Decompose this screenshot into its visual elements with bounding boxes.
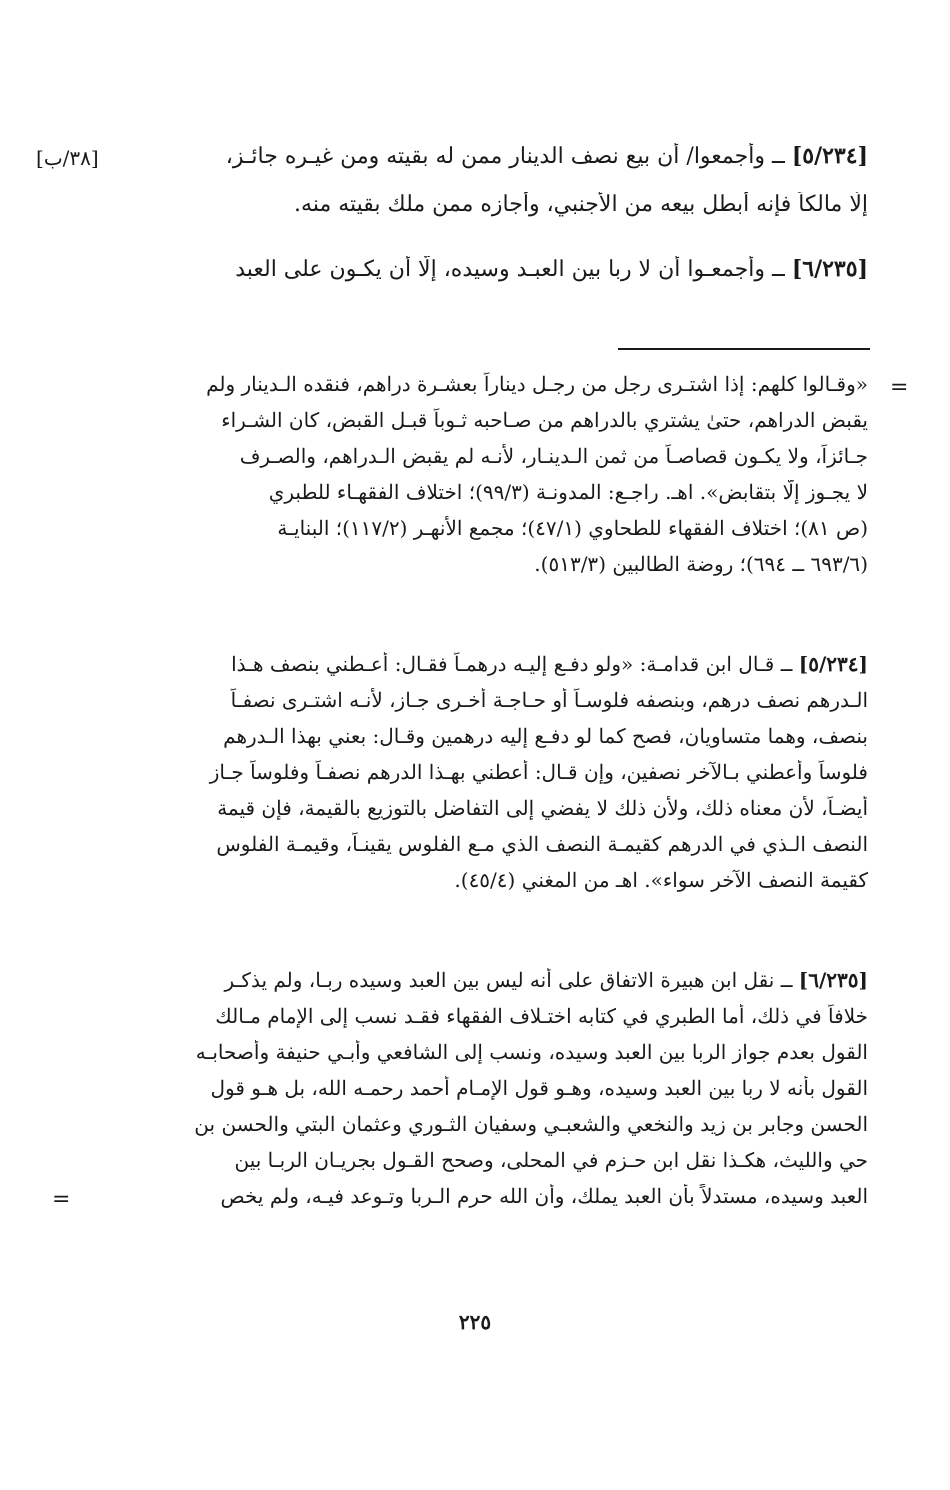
footnote-line: كقيمة النصف الآخر سواء». اهـ من المغني (٤٥/٤).: [454, 868, 868, 892]
footnote-line: القول بأنه لا ربا بين العبد وسيده، وهـو قول الإمـام أحمد رحمـه الله، بل هـو قول: [210, 1076, 868, 1100]
main-text-line: إلَّا مالكاً فإنه أبطل بيعه من الأجنبي، وأجازه ممن ملك بقيته منه.: [294, 192, 868, 217]
footnote-line: [78, 652, 868, 676]
footnote-line: بنصف، وهما متساويان، فصح كما لو دفـع إليه درهمين وقـال: بعني بهذا الـدرهم: [223, 724, 868, 748]
manuscript-folio-marker: [٣٨/ب]: [36, 146, 99, 170]
footnote-line: [78, 968, 868, 992]
footnote-divider: [618, 348, 870, 350]
footnote-line: «وقـالوا كلهم: إذا اشتـرى رجل من رجـل ديناراً بعشـرة دراهم، فنقده الـدينار ولم: [206, 372, 868, 396]
footnote-continuation-mark: =: [52, 1187, 71, 1212]
footnote-line: القول بعدم جواز الربا بين العبد وسيده، ونسب إلى الشافعي وأبـي حنيفة وأصحابـه: [195, 1040, 868, 1064]
footnote-line: يقبض الدراهم، حتىٰ يشتري بالدراهم من صـاحبه ثـوباً قبـل القبض، كان الشـراء: [221, 408, 868, 432]
footnote-line: خلافاً في ذلك، أما الطبري في كتابه اختـلاف الفقهاء فقـد نسب إلى الإمام مـالك: [215, 1004, 868, 1028]
issue-text: ــ وأجمعـوا أن لا ربا بين العبـد وسيده، إلَّا أن يكـون على العبد: [235, 257, 792, 282]
footnote-reference: [٦/٢٣٥]: [798, 968, 868, 992]
footnote-line: العبد وسيده، مستدلاً بأن العبد يملك، وأن الله حرم الـربا وتـوعد فيـه، ولم يخص: [220, 1184, 868, 1208]
footnote-text: ــ قـال ابن قدامـة: «ولو دفـع إليـه درهمـاً فقـال: أعـطني بنصف هـذا: [231, 652, 799, 676]
footnote-line: الـدرهم نصف درهم، وبنصفه فلوسـاً أو حـاجـة أخـرى جـاز، لأنـه اشتـرى نصفـاً: [230, 688, 868, 712]
footnote-line: (ص ٨١)؛ اختلاف الفقهاء للطحاوي (٤٧/١)؛ مجمع الأنهـر (١١٧/٢)؛ البنايـة: [277, 516, 868, 540]
issue-text: ــ وأجمعوا/ أن بيع نصف الدينار ممن له بقيته ومن غيـره جائـز،: [225, 144, 792, 169]
footnote-reference: [٥/٢٣٤]: [798, 652, 868, 676]
main-text-line: [78, 256, 868, 282]
footnote-line: (٦٩٣/٦ ــ ٦٩٤)؛ روضة الطالبين (٥١٣/٣).: [534, 552, 868, 576]
footnote-line: النصف الـذي في الدرهم كقيمـة النصف الذي مـع الفلوس يقينـاً، وقيمـة الفلوس: [216, 832, 868, 856]
footnote-line: جـائزاً، ولا يكـون قصاصـاً من ثمن الـدينـار، لأنـه لم يقبض الـدراهم، والصـرف: [239, 444, 868, 468]
footnote-line: حي والليث، هكـذا نقل ابن حـزم في المحلى، وصحح القـول بجريـان الربـا بين: [234, 1148, 868, 1172]
footnote-text: ــ نقل ابن هبيرة الاتفاق على أنه ليس بين العبد وسيده ربـا، ولم يذكـر: [224, 968, 799, 992]
footnote-line: الحسن وجابر بن زيد والنخعي والشعبـي وسفيان الثـوري وعثمان البتي والحسن بن: [194, 1112, 868, 1136]
footnote-line: لا يجـوز إلَّا بتقابض». اهـ. راجـع: المدونـة (٩٩/٣)؛ اختلاف الفقهـاء للطبري: [268, 480, 868, 504]
page-number: ٢٢٥: [458, 1310, 492, 1334]
footnote-line: أيضـاً، لأن معناه ذلك، ولأن ذلك لا يفضي إلى التفاضل بالتوزيع بالقيمة، فإن قيمة: [217, 796, 868, 820]
issue-reference: [٥/٢٣٤]: [791, 143, 868, 169]
footnote-continuation-mark: =: [890, 375, 909, 400]
issue-reference: [٦/٢٣٥]: [791, 256, 868, 282]
main-text-line: [78, 143, 868, 169]
footnote-line: فلوساً وأعطني بـالآخر نصفين، وإن قـال: أعطني بهـذا الدرهم نصفـاً وفلوساً جـاز: [209, 760, 868, 784]
